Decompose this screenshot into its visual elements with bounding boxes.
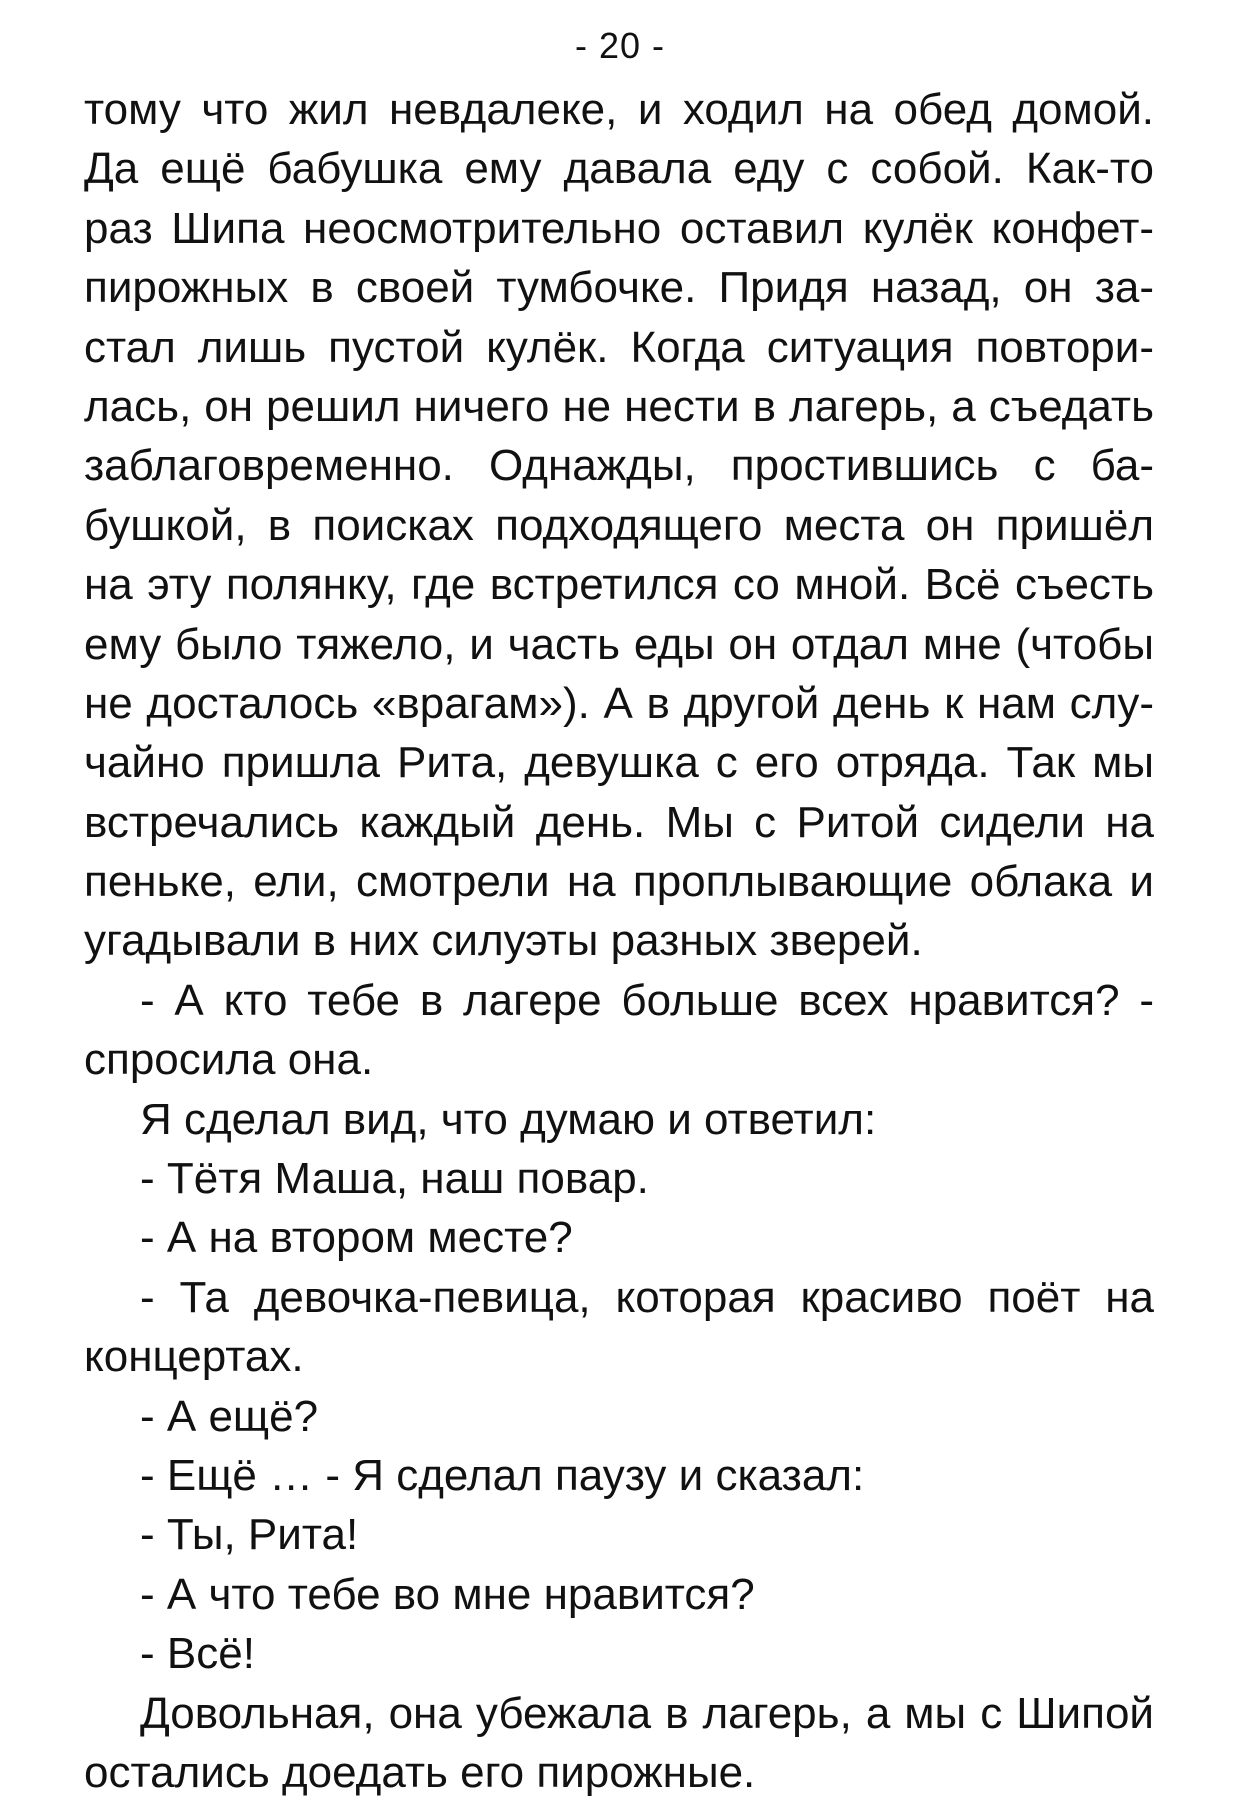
- text-line: Да ещё бабушка ему давала еду с собой. Как-то: [84, 144, 1154, 194]
- text-line: Довольная, она убежала в лагерь, а мы с Шипой: [140, 1688, 1154, 1738]
- text-line: бушкой, в поисках подходящего места он пришёл: [84, 500, 1154, 550]
- text-line: раз Шипа неосмотрительно оставил кулёк конфет-: [84, 203, 1154, 253]
- text-line: заблаговременно. Однажды, простившись с ба-: [84, 441, 1154, 491]
- text-line: тому что жил невдалеке, и ходил на обед домой.: [84, 85, 1154, 134]
- text-line: - Тётя Маша, наш повар.: [140, 1154, 649, 1204]
- text-line: встречались каждый день. Мы с Ритой сидели на: [84, 797, 1154, 847]
- text-line: чайно пришла Рита, девушка с его отряда. Так мы: [84, 738, 1154, 788]
- text-line: - Ты, Рита!: [140, 1510, 359, 1560]
- text-line: ему было тяжело, и часть еды он отдал мне (чтобы: [84, 619, 1154, 669]
- text-line: стал лишь пустой кулёк. Когда ситуация повтори-: [84, 322, 1154, 372]
- text-line: угадывали в них силуэты разных зверей.: [84, 916, 923, 966]
- text-line: пеньке, ели, смотрели на проплывающие облака и: [84, 857, 1154, 907]
- text-line: концертах.: [84, 1332, 304, 1382]
- text-line: Я сделал вид, что думаю и ответил:: [140, 1094, 877, 1144]
- text-line: - А ещё?: [140, 1391, 319, 1441]
- text-line: остались доедать его пирожные.: [84, 1747, 756, 1797]
- text-line: не досталось «врагам»). А в другой день к нам слу-: [84, 678, 1154, 728]
- text-line: спросила она.: [84, 1035, 374, 1085]
- text-line: - Всё!: [140, 1629, 255, 1679]
- body-text: [84, 80, 1154, 1802]
- text-line: - А кто тебе в лагере больше всех нравится? -: [140, 975, 1154, 1025]
- text-line: - Ещё … - Я сделал паузу и сказал:: [140, 1450, 865, 1500]
- text-line: - Та девочка-певица, которая красиво поёт на: [140, 1272, 1154, 1322]
- text-line: - А что тебе во мне нравится?: [140, 1569, 755, 1619]
- page-number: - 20 -: [574, 25, 666, 66]
- text-line: лась, он решил ничего не нести в лагерь, а съедать: [84, 381, 1154, 431]
- text-line: на эту полянку, где встретился со мной. Всё съесть: [84, 560, 1154, 610]
- text-line: - А на втором месте?: [140, 1213, 573, 1263]
- text-line: пирожных в своей тумбочке. Придя назад, он за-: [84, 263, 1154, 313]
